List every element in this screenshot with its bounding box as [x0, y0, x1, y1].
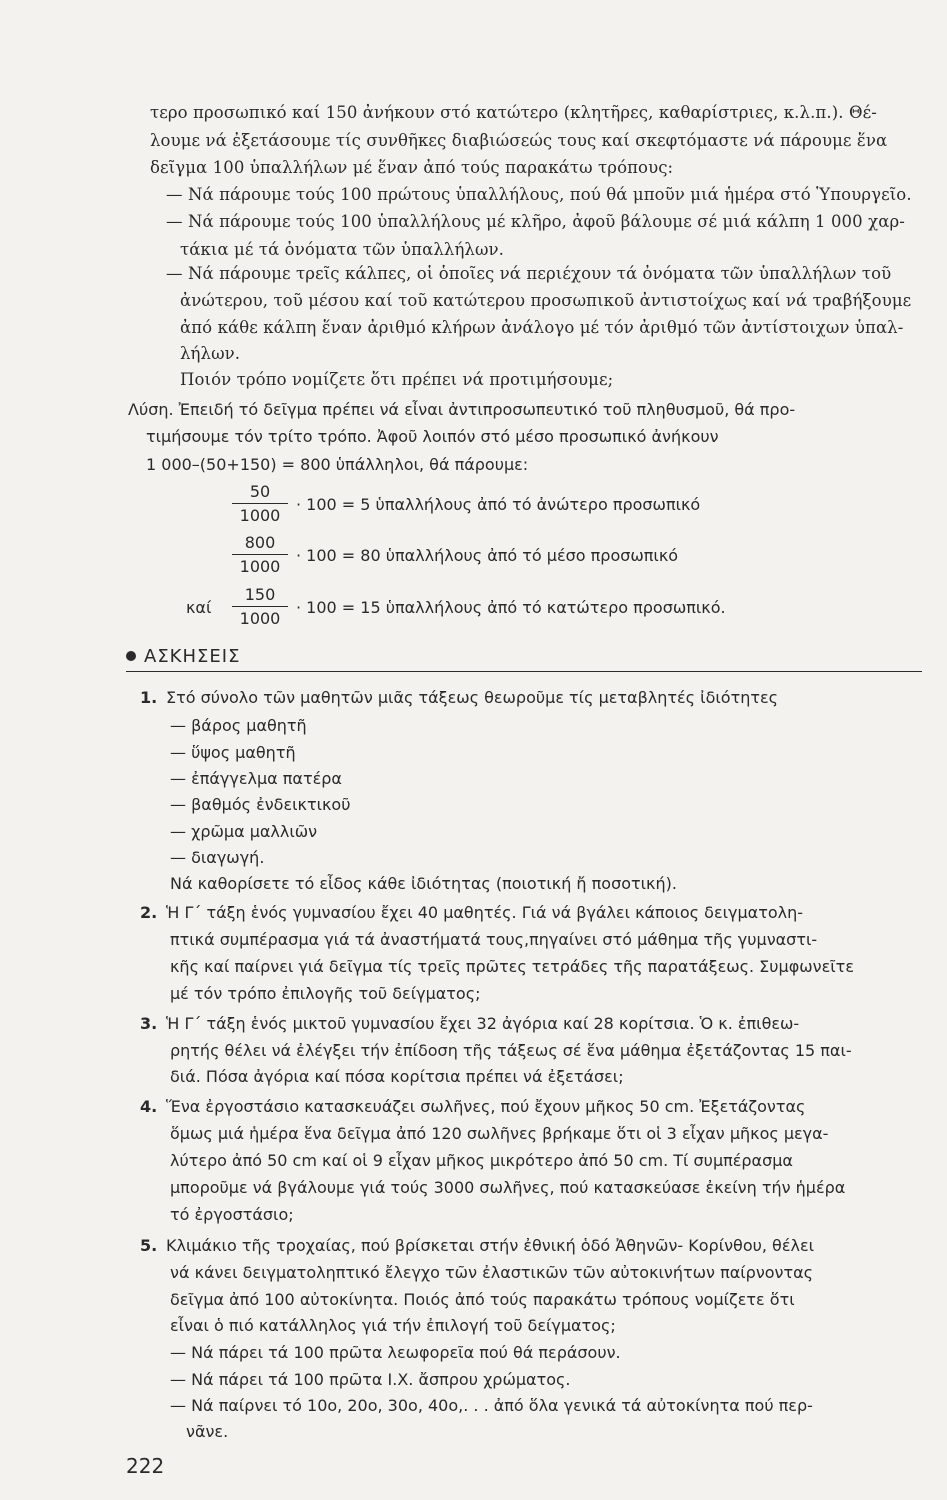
- exercise-5-option: — Νά πάρει τά 100 πρῶτα λεωφορεῖα πού θά περάσουν.: [170, 1343, 621, 1362]
- exercises-heading: [126, 646, 240, 667]
- intro-option-3: — Νά πάρουμε τρεῖς κάλπες, οἱ ὁποῖες νά περιέχουν τά ὀνόματα τῶν ὑπαλλήλων τοῦ: [166, 264, 892, 283]
- intro-line-1: τερο προσωπικό καί 150 ἀνήκουν στό κατώτερο (κλητῆρες, καθαρίστριες, κ.λ.π.). Θέ-: [150, 103, 877, 122]
- intro-question: Ποιόν τρόπο νομίζετε ὅτι πρέπει νά προτιμήσουμε;: [180, 370, 614, 389]
- fraction-1-result: · 100 = 5 ὑπαλλήλους ἀπό τό ἀνώτερο προσωπικό: [296, 495, 701, 514]
- exercises-heading-text: ΑΣΚΗΣΕΙΣ: [144, 646, 241, 667]
- exercise-5-number: 5.: [140, 1236, 158, 1255]
- intro-line-2: λουμε νά ἐξετάσουμε τίς συνθῆκες διαβιώσεώς τους καί σκεφτόμαστε νά πάρουμε ἕνα: [150, 131, 888, 150]
- exercise-5: [140, 1236, 814, 1255]
- fraction-3-prefix: καί: [186, 598, 212, 617]
- exercise-2-number: 2.: [140, 903, 158, 922]
- exercise-1-item: — βαθμός ἐνδεικτικοῦ: [170, 795, 351, 814]
- intro-line-3: δεῖγμα 100 ὑπαλλήλων μέ ἕναν ἀπό τούς παρακάτω τρόπους:: [150, 158, 674, 177]
- fraction-2-result: · 100 = 80 ὑπαλλήλους ἀπό τό μέσο προσωπικό: [296, 546, 679, 565]
- exercise-1-item: — χρῶμα μαλλιῶν: [170, 822, 318, 841]
- exercise-1-tail: Νά καθορίσετε τό εἶδος κάθε ἰδιότητας (ποιοτική ἤ ποσοτική).: [170, 874, 677, 893]
- exercise-3-number: 3.: [140, 1014, 158, 1033]
- intro-option-3-cont-1: ἀνώτερου, τοῦ μέσου καί τοῦ κατώτερου προσωπικοῦ ἀντιστοίχως καί νά τραβήξουμε: [180, 291, 912, 310]
- exercise-2-line: κῆς καί παίρνει γιά δεῖγμα τίς τρεῖς πρῶτες τετράδες τῆς παρατάξεως. Συμφωνεῖτε: [170, 957, 854, 976]
- exercise-2-text: Ἡ Γ΄ τάξη ἑνός γυμνασίου ἔχει 40 μαθητές. Γιά νά βγάλει κάποιος δειγματολη-: [166, 903, 803, 922]
- exercise-1-item: — ἐπάγγελμα πατέρα: [170, 769, 342, 788]
- fraction-3-denominator: 1000: [239, 609, 281, 628]
- exercise-4-line: λύτερο ἀπό 50 cm καί οἱ 9 εἶχαν μῆκος μικρότερο ἀπό 50 cm. Τί συμπέρασμα: [170, 1151, 793, 1170]
- exercise-1-text: Στό σύνολο τῶν μαθητῶν μιᾶς τάξεως θεωροῦμε τίς μεταβλητές ἰδιότητες: [166, 688, 779, 707]
- solution-line-2: τιμήσουμε τόν τρίτο τρόπο. Ἀφοῦ λοιπόν στό μέσο προσωπικό ἀνήκουν: [146, 427, 719, 446]
- exercise-4: [140, 1097, 805, 1116]
- exercise-1-item: — διαγωγή.: [170, 848, 265, 867]
- fraction-3-result: · 100 = 15 ὑπαλλήλους ἀπό τό κατώτερο προσωπικό.: [296, 598, 726, 617]
- exercise-3-line: ρητής θέλει νά ἐλέγξει τήν ἐπίδοση τῆς τάξεως σέ ἕνα μάθημα ἐξετάζοντας 15 παι-: [170, 1041, 852, 1060]
- solution-label: Λύση.: [128, 400, 174, 419]
- intro-option-1: — Νά πάρουμε τούς 100 πρώτους ὑπαλλήλους, πού θά μποῦν μιά ἡμέρα στό Ὑπουργεῖο.: [166, 185, 912, 204]
- intro-option-3-cont-2: ἀπό κάθε κάλπη ἕναν ἀριθμό κλήρων ἀνάλογο μέ τόν ἀριθμό τῶν ἀντίστοιχων ὑπαλ-: [180, 318, 904, 337]
- exercise-4-line: μποροῦμε νά βγάλουμε γιά τούς 3000 σωλῆνες, πού κατασκεύασε ἐκείνη τήν ἡμέρα: [170, 1178, 846, 1197]
- fraction-2: [232, 533, 288, 576]
- exercise-5-option: — Νά παίρνει τό 10ο, 20ο, 30ο, 40ο,. . . ἀπό ὅλα γενικά τά αὐτοκίνητα πού περ-: [170, 1396, 813, 1415]
- fraction-2-numerator: 800: [232, 533, 288, 555]
- fraction-3: [232, 585, 288, 628]
- exercise-2-line: πτικά συμπέρασμα γιά τά ἀναστήματά τους,πηγαίνει στό μάθημα τῆς γυμναστι-: [170, 930, 818, 949]
- solution-text-1: Ἐπειδή τό δεῖγμα πρέπει νά εἶναι ἀντιπροσωπευτικό τοῦ πληθυσμοῦ, θά προ-: [178, 400, 796, 419]
- page-number: 222: [126, 1454, 165, 1478]
- exercise-5-option: — Νά πάρει τά 100 πρῶτα Ι.Χ. ἄσπρου χρώματος.: [170, 1370, 571, 1389]
- exercise-5-text: Κλιμάκιο τῆς τροχαίας, πού βρίσκεται στήν ἐθνική ὁδό Ἀθηνῶν- Κορίνθου, θέλει: [166, 1236, 815, 1255]
- exercise-4-line: τό ἐργοστάσιο;: [170, 1205, 294, 1224]
- exercise-1-number: 1.: [140, 688, 158, 707]
- exercise-3-line: διά. Πόσα ἀγόρια καί πόσα κορίτσια πρέπει νά ἐξετάσει;: [170, 1067, 624, 1086]
- exercise-2: [140, 903, 803, 922]
- exercise-5-line: νά κάνει δειγματοληπτικό ἔλεγχο τῶν ἐλαστικῶν τῶν αὐτοκινήτων παίρνοντας: [170, 1263, 814, 1282]
- exercise-1-item: — βάρος μαθητῆ: [170, 716, 307, 735]
- fraction-1: [232, 482, 288, 525]
- exercise-1-item: — ὕψος μαθητῆ: [170, 743, 296, 762]
- heading-rule: [126, 671, 922, 672]
- exercise-4-text: Ἕνα ἐργοστάσιο κατασκευάζει σωλῆνες, πού ἔχουν μῆκος 50 cm. Ἐξετάζοντας: [166, 1097, 806, 1116]
- solution-line-1: [128, 400, 795, 419]
- bullet-icon: [126, 651, 136, 661]
- fraction-3-numerator: 150: [232, 585, 288, 607]
- fraction-2-denominator: 1000: [239, 557, 281, 576]
- exercise-3: [140, 1014, 799, 1033]
- fraction-1-numerator: 50: [232, 482, 288, 504]
- exercise-2-line: μέ τόν τρόπο ἐπιλογῆς τοῦ δείγματος;: [170, 984, 481, 1003]
- exercise-1: [140, 688, 778, 707]
- intro-option-3-cont-3: λήλων.: [180, 344, 241, 363]
- exercise-5-line: δεῖγμα ἀπό 100 αὐτοκίνητα. Ποιός ἀπό τούς παρακάτω τρόπους νομίζετε ὅτι: [170, 1290, 795, 1309]
- solution-line-3: 1 000–(50+150) = 800 ὑπάλληλοι, θά πάρουμε:: [146, 455, 529, 474]
- exercise-3-text: Ἡ Γ΄ τάξη ἑνός μικτοῦ γυμνασίου ἔχει 32 ἀγόρια καί 28 κορίτσια. Ὁ κ. ἐπιθεω-: [166, 1014, 800, 1033]
- exercise-5-line: εἶναι ὁ πιό κατάλληλος γιά τήν ἐπιλογή τοῦ δείγματος;: [170, 1316, 616, 1335]
- intro-option-2: — Νά πάρουμε τούς 100 ὑπαλλήλους μέ κλῆρο, ἀφοῦ βάλουμε σέ μιά κάλπη 1 000 χαρ-: [166, 212, 905, 231]
- exercise-4-line: ὅμως μιά ἡμέρα ἕνα δεῖγμα ἀπό 120 σωλῆνες βρήκαμε ὅτι οἱ 3 εἶχαν μῆκος μεγα-: [170, 1124, 829, 1143]
- intro-option-2-cont: τάκια μέ τά ὀνόματα τῶν ὑπαλλήλων.: [180, 240, 505, 259]
- fraction-1-denominator: 1000: [239, 506, 281, 525]
- exercise-4-number: 4.: [140, 1097, 158, 1116]
- exercise-5-option-cont: νᾶνε.: [186, 1422, 229, 1441]
